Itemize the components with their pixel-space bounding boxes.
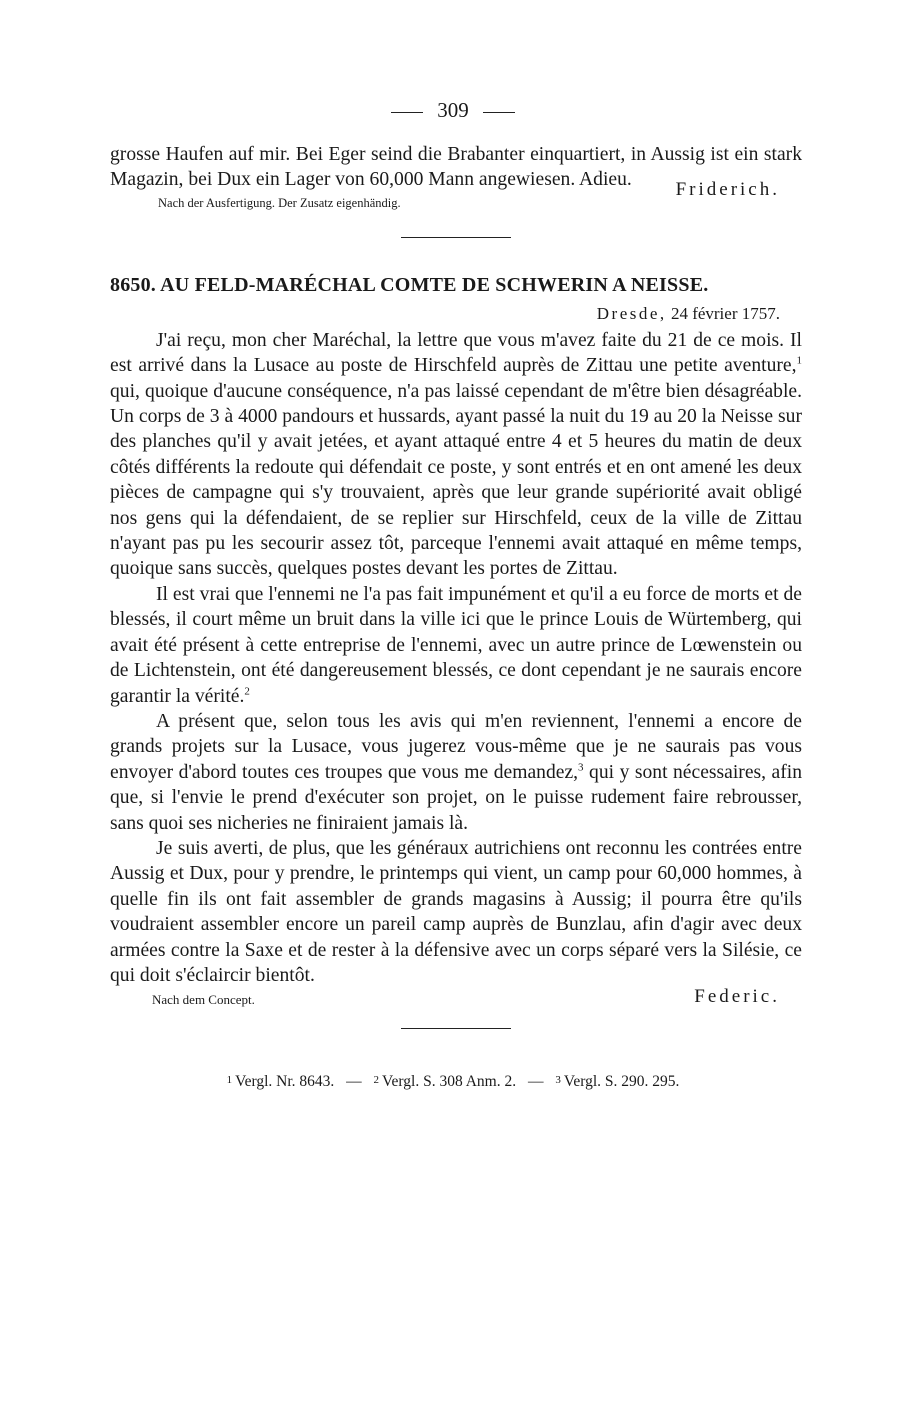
letter-paragraph-3: A présent que, selon tous les avis qui m'en reviennent, l'ennemi a encore de grands projets sur la Lusace, vous jugerez vous-même que je ne saurais pas vous envoyer d'abord toutes ces troupes que vous me demandez,$^3$ qui y sont nécessaires, afin que, si l'envie le prend d'exécuter son projet, on le puisse rudement faire rebrousser, sans quoi ses nicheries ne finiraient jamais là. [110,710,802,834]
footnote-separator-1: — [346,1073,362,1091]
footnote-ref-1: 1 [796,354,802,367]
footnote-3: 3 Vergl. S. 290. 295. [555,1073,680,1091]
carryover-source-note: Nach der Ausfertigung. Der Zusatz eigenhändig. [158,195,401,210]
footnote-1: 1 Vergl. Nr. 8643. [226,1073,335,1091]
letter-paragraph-2: Il est vrai que l'ennemi ne l'a pas fait impunément et qu'il a eu force de morts et de blessés, il court même un bruit dans la ville ici que le prince Louis de Würtemberg, qui avait été présent à cette entreprise de l'ennemi, avec un autre prince de Lœwenstein ou de Lichtenstein, ont été dangereusement blessés, ce dont cependant je ne saurais encore garantir la vérité.$^2$ [110,583,802,707]
footnote-2: 2 Vergl. S. 308 Anm. 2. [373,1073,517,1091]
letter-signature: Federic. [694,986,780,1008]
footnote-ref-2: 2 [244,684,250,697]
footnotes [104,1073,802,1091]
letter-heading: 8650. AU FELD-MARÉCHAL COMTE DE SCHWERIN A NEISSE. [110,273,709,296]
letter-source-note: Nach dem Concept. [152,992,255,1008]
footnote-separator-2: — [527,1073,544,1091]
dateline-date: 24 février 1757. [670,303,780,323]
carryover-signature: Friderich. [675,178,780,200]
page-number-dash-right [483,112,515,113]
letter-paragraph-4: Je suis averti, de plus, que les généraux autrichiens ont reconnu les contrées entre Aussig et Dux, pour y prendre, le printemps qui vient, un camp pour 60,000 hommes, à quelle fin ils ont fait assembler de grands magasins à Aussig; il pourra être qu'ils voudraient assembler encore un pareil camp auprès de Bunzlau, afin d'agir avec deux armées contre la Saxe et de rester à la défensive avec un corps séparé vers la Silésie, ce qui doit s'éclaircir bientôt. [110,837,802,986]
page-number-line [104,96,802,124]
letter-body [110,328,802,989]
document-page [110,96,802,1091]
letter-dateline [110,302,802,326]
footnote-ref-3: 3 [578,761,584,774]
dateline-place: Dresde, [596,303,667,323]
letter-paragraph-1: J'ai reçu, mon cher Maréchal, la lettre que vous m'avez faite du 21 de ce mois. Il est arrivé dans la Lusace au poste de Hirschfeld auprès de Zittau une petite aventure,$^1$ qui, quoique d'aucune conséquence, n'a pas laissé cependant de m'être bien désagréable. Un corps de 3 à 4000 pandours et hussards, ayant passé la nuit du 19 au 20 la Neisse sur des planches qu'il y avait jetées, et ayant attaqué entre 4 et 5 heures du matin de deux côtés différents la redoute qui défendait ce poste, y sont entrés et en ont amené les deux pièces de campagne qui s'y trouvaient, après que leur grande supériorité avait obligé nos gens qui la défendaient, de se replier sur Hirschfeld, ceux de la ville de Zittau n'ayant pas pu les secourir assez tôt, parceque l'ennemi avait attaqué en même temps, quoique sans succès, quelques postes devant les portes de Zittau. [110,329,802,580]
carryover-text: grosse Haufen auf mir. Bei Eger seind die Brabanter einquartiert, in Aussig ist ein stark Magazin, bei Dux ein Lager von 60,000 Mann angewiesen. Adieu. [110,144,802,191]
page-number: 309 [437,98,469,122]
page-number-dash-left [391,112,423,113]
